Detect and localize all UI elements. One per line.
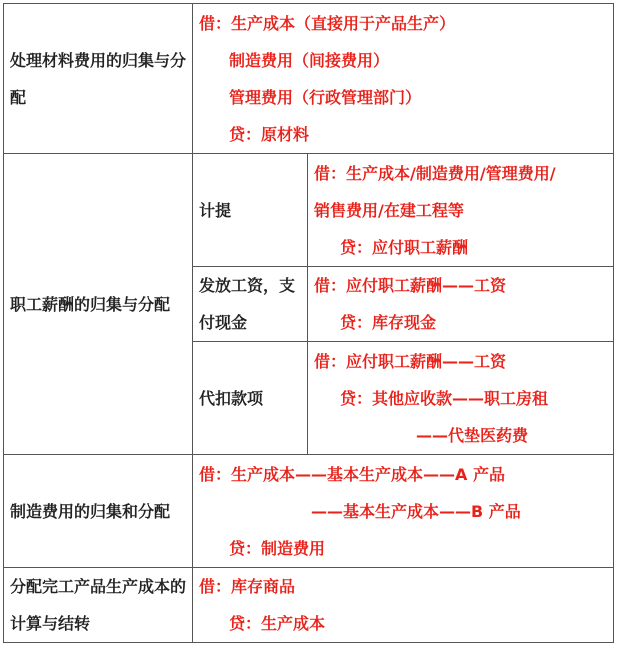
sub-category-cell-payment xyxy=(193,267,308,342)
entry-line: 贷：应付职工薪酬 xyxy=(340,237,469,257)
entry-cell-materials xyxy=(193,4,614,154)
category-label: 制造费用的归集和分配 xyxy=(10,501,171,521)
category-label: 处理材料费用的归集与分配 xyxy=(10,50,187,107)
entry-cell-overhead xyxy=(193,455,614,568)
entry-line: 销售费用/在建工程等 xyxy=(314,200,464,220)
entry-cell-accrual xyxy=(308,154,614,267)
entry-line: 借：生产成本（直接用于产品生产） xyxy=(199,13,456,33)
sub-category-label: 计提 xyxy=(199,200,232,220)
entry-cell-deductions xyxy=(308,342,614,455)
entry-line: 贷：原材料 xyxy=(229,124,310,144)
sub-category-label: 代扣款项 xyxy=(199,388,264,408)
entry-line: 管理费用（行政管理部门） xyxy=(229,87,422,107)
entry-line: 借：应付职工薪酬——工资 xyxy=(314,276,507,295)
table-row-finished-goods xyxy=(4,568,614,643)
entry-line: 制造费用（间接费用） xyxy=(229,50,390,70)
entry-cell-finished-goods xyxy=(193,568,614,643)
category-cell-finished-goods xyxy=(4,568,193,643)
entry-line: 贷：其他应收款——职工房租 xyxy=(340,388,549,408)
entry-cell-payment xyxy=(308,267,614,342)
category-cell-materials xyxy=(4,4,193,154)
category-label: 职工薪酬的归集与分配 xyxy=(10,294,171,314)
table-row-payroll-accrual xyxy=(4,154,614,267)
table-row-materials xyxy=(4,4,614,154)
entry-line: ——基本生产成本——B 产品 xyxy=(311,501,521,521)
entry-line: 借：应付职工薪酬——工资 xyxy=(314,351,507,371)
journal-entry-table xyxy=(3,3,614,643)
table-row-overhead xyxy=(4,455,614,568)
entry-line: 借：库存商品 xyxy=(199,577,296,596)
category-label: 分配完工产品生产成本的计算与结转 xyxy=(10,577,187,633)
entry-line: 借：生产成本——基本生产成本——A 产品 xyxy=(199,464,505,484)
category-cell-overhead xyxy=(4,455,193,568)
entry-line: 贷：生产成本 xyxy=(229,614,326,633)
sub-category-cell-accrual xyxy=(193,154,308,267)
category-cell-payroll xyxy=(4,154,193,455)
entry-line: 贷：制造费用 xyxy=(229,538,326,558)
entry-line: 借：生产成本/制造费用/管理费用/ xyxy=(314,163,556,183)
entry-line: ——代垫医药费 xyxy=(416,425,529,445)
sub-category-label: 发放工资，支付现金 xyxy=(199,276,296,332)
entry-line: 贷：库存现金 xyxy=(340,313,437,332)
sub-category-cell-deductions xyxy=(193,342,308,455)
